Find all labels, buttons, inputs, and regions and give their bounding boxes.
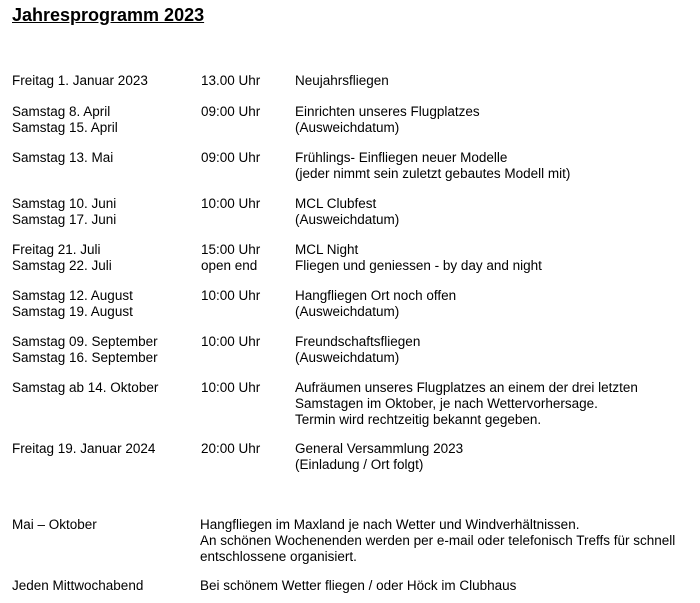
event-description xyxy=(295,288,456,320)
event-description xyxy=(295,196,399,228)
event-description-line: Aufräumen unseres Flugplatzes an einem der drei letzten xyxy=(295,380,638,395)
event-time-line: 13.00 Uhr xyxy=(201,73,261,88)
event-date-line: Samstag 09. September xyxy=(12,334,158,349)
event-date xyxy=(12,288,133,320)
event-description xyxy=(295,104,480,136)
event-description xyxy=(295,150,570,182)
event-description-line: (Ausweichdatum) xyxy=(295,120,400,135)
event-description-line: Termin wird rechtzeitig bekannt gegeben. xyxy=(295,412,542,427)
event-time-line: 10:00 Uhr xyxy=(201,380,261,395)
event-description-line: Hangfliegen Ort noch offen xyxy=(295,288,457,303)
event-date-line: Freitag 21. Juli xyxy=(12,242,101,257)
event-description-line: Einrichten unseres Flugplatzes xyxy=(295,104,480,119)
event-time-line: 15:00 Uhr xyxy=(201,242,261,257)
recurring-label: Jeden Mittwochabend xyxy=(12,578,144,593)
recurring-description-line: Bei schönem Wetter fliegen / oder Höck im Clubhaus xyxy=(200,578,517,593)
event-time xyxy=(201,334,260,350)
event-description-line: Frühlings- Einfliegen neuer Modelle xyxy=(295,150,508,165)
event-date-line: Samstag 10. Juni xyxy=(12,196,117,211)
event-date-line: Samstag 8. April xyxy=(12,104,111,119)
event-description-line: Fliegen und geniessen - by day and night xyxy=(295,258,542,273)
recurring-description xyxy=(200,578,516,594)
event-date-line: Samstag 12. August xyxy=(12,288,133,303)
event-description xyxy=(295,73,389,89)
event-date xyxy=(12,73,148,89)
event-date-line: Samstag 22. Juli xyxy=(12,258,112,273)
event-description xyxy=(295,441,463,473)
event-description-line: Samstagen im Oktober, je nach Wettervorhersage. xyxy=(295,396,598,411)
event-date xyxy=(12,334,158,366)
recurring-description-line: An schönen Wochenenden werden per e-mail oder telefonisch Treffs für schnell xyxy=(200,533,676,548)
event-description-line: Neujahrsfliegen xyxy=(295,73,389,88)
event-date-line: Samstag 16. September xyxy=(12,350,158,365)
event-date-line: Samstag ab 14. Oktober xyxy=(12,380,159,395)
event-description-line: Freundschaftsfliegen xyxy=(295,334,421,349)
event-date-line: Samstag 17. Juni xyxy=(12,212,117,227)
event-time-line: 10:00 Uhr xyxy=(201,196,261,211)
event-description-line: General Versammlung 2023 xyxy=(295,441,464,456)
event-description xyxy=(295,242,542,274)
event-date xyxy=(12,150,113,166)
event-description-line: (Ausweichdatum) xyxy=(295,304,400,319)
recurring-description-line: entschlossene organisiert. xyxy=(200,549,357,564)
event-description xyxy=(295,334,420,366)
event-description-line: (Ausweichdatum) xyxy=(295,212,400,227)
event-date-line: Samstag 13. Mai xyxy=(12,150,114,165)
event-time-line: 20:00 Uhr xyxy=(201,441,261,456)
event-time xyxy=(201,73,260,89)
event-date xyxy=(12,104,118,136)
event-time-line: 10:00 Uhr xyxy=(201,288,261,303)
event-description-line: MCL Clubfest xyxy=(295,196,377,211)
event-date-line: Samstag 15. April xyxy=(12,120,118,135)
page-title: Jahresprogramm 2023 xyxy=(12,5,205,25)
event-date xyxy=(12,242,112,274)
event-time-line: 09:00 Uhr xyxy=(201,104,261,119)
event-time xyxy=(201,380,260,396)
event-time-line: open end xyxy=(201,258,258,273)
event-date xyxy=(12,380,158,396)
event-description-line: (Ausweichdatum) xyxy=(295,350,400,365)
event-description-line: MCL Night xyxy=(295,242,359,257)
event-description-line: (jeder nimmt sein zuletzt gebautes Modell mit) xyxy=(295,166,571,181)
event-date xyxy=(12,196,116,228)
event-description-line: (Einladung / Ort folgt) xyxy=(295,457,424,472)
event-date xyxy=(12,441,155,457)
event-time xyxy=(201,441,260,457)
event-date-line: Samstag 19. August xyxy=(12,304,133,319)
recurring-description xyxy=(200,517,675,565)
event-time-line: 09:00 Uhr xyxy=(201,150,261,165)
event-time xyxy=(201,104,260,120)
event-time-line: 10:00 Uhr xyxy=(201,334,261,349)
event-time xyxy=(201,196,260,212)
event-time xyxy=(201,150,260,166)
event-date-line: Freitag 19. Januar 2024 xyxy=(12,441,156,456)
event-time xyxy=(201,288,260,304)
event-description xyxy=(295,380,638,428)
event-time xyxy=(201,242,260,274)
recurring-description-line: Hangfliegen im Maxland je nach Wetter und Windverhältnissen. xyxy=(200,517,580,532)
event-date-line: Freitag 1. Januar 2023 xyxy=(12,73,148,88)
recurring-label: Mai – Oktober xyxy=(12,517,97,532)
